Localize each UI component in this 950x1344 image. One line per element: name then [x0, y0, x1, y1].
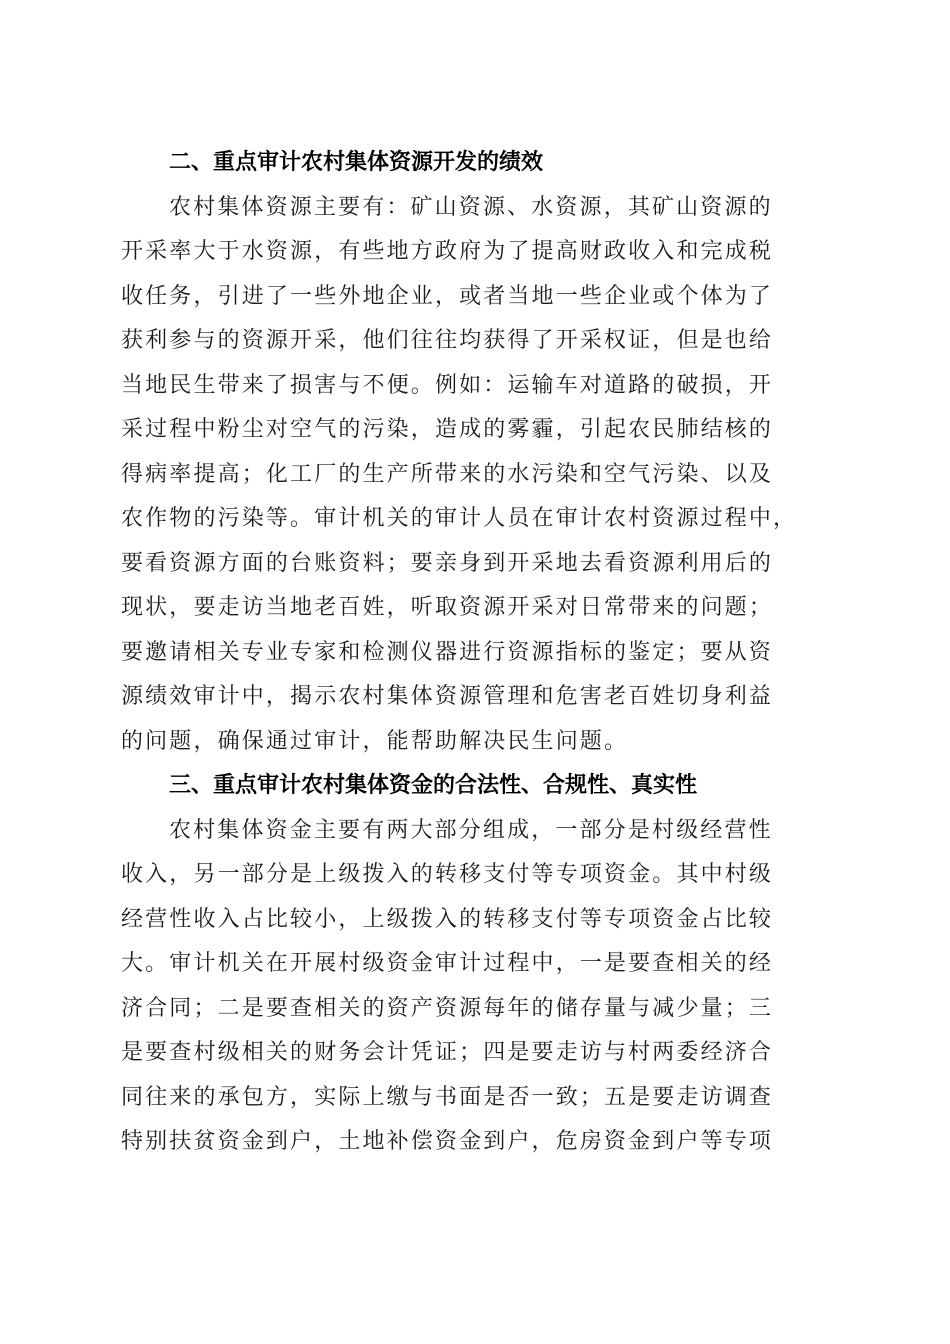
paragraph-line: 收任务，引进了一些外地企业，或者当地一些企业或个体为了: [121, 283, 774, 309]
paragraph-line: 农村集体资金主要有两大部分组成，一部分是村级经营性: [169, 817, 773, 843]
paragraph-line: 同往来的承包方，实际上缴与书面是否一致；五是要走访调查: [121, 1084, 774, 1110]
paragraph-line: 大。审计机关在开展村级资金审计过程中，一是要查相关的经: [121, 951, 774, 976]
paragraph-line: 收入，另一部分是上级拨入的转移支付等专项资金。其中村级: [121, 862, 774, 887]
paragraph-line: 源绩效审计中，揭示农村集体资源管理和危害老百姓切身利益: [121, 684, 774, 709]
paragraph-line: 农村集体资源主要有：矿山资源、水资源，其矿山资源的: [169, 194, 773, 220]
paragraph-line: 开采率大于水资源，有些地方政府为了提高财政收入和完成税: [121, 239, 774, 264]
paragraph-line: 获利参与的资源开采，他们往往均获得了开采权证，但是也给: [121, 328, 774, 353]
paragraph-line: 农作物的污染等。审计机关的审计人员在审计农村资源过程中，: [121, 506, 798, 531]
paragraph-line: 现状，要走访当地老百姓，听取资源开采对日常带来的问题；: [121, 595, 774, 620]
paragraph-line: 经营性收入占比较小，上级拨入的转移支付等专项资金占比较: [121, 906, 774, 932]
paragraph-line: 的问题，确保通过审计，能帮助解决民生问题。: [121, 728, 629, 754]
paragraph-line: 要看资源方面的台账资料；要亲身到开采地去看资源利用后的: [121, 550, 774, 576]
paragraph-line: 是要查村级相关的财务会计凭证；四是要走访与村两委经济合: [121, 1040, 774, 1065]
paragraph-line: 特别扶贫资金到户，土地补偿资金到户，危房资金到户等专项: [121, 1129, 774, 1154]
document-page: [121, 141, 821, 1165]
paragraph-line: 得病率提高；化工厂的生产所带来的水污染和空气污染、以及: [121, 461, 774, 487]
section-heading-2: 二、重点审计农村集体资源开发的绩效: [169, 150, 544, 175]
paragraph-line: 济合同；二是要查相关的资产资源每年的储存量与减少量；三: [121, 995, 774, 1021]
paragraph-line: 采过程中粉尘对空气的污染，造成的雾霾，引起农民肺结核的: [121, 417, 774, 442]
section-heading-3: 三、重点审计农村集体资金的合法性、合规性、真实性: [169, 773, 698, 798]
paragraph-line: 当地民生带来了损害与不便。例如：运输车对道路的破损，开: [121, 372, 774, 398]
paragraph-line: 要邀请相关专业专家和检测仪器进行资源指标的鉴定；要从资: [121, 639, 774, 665]
